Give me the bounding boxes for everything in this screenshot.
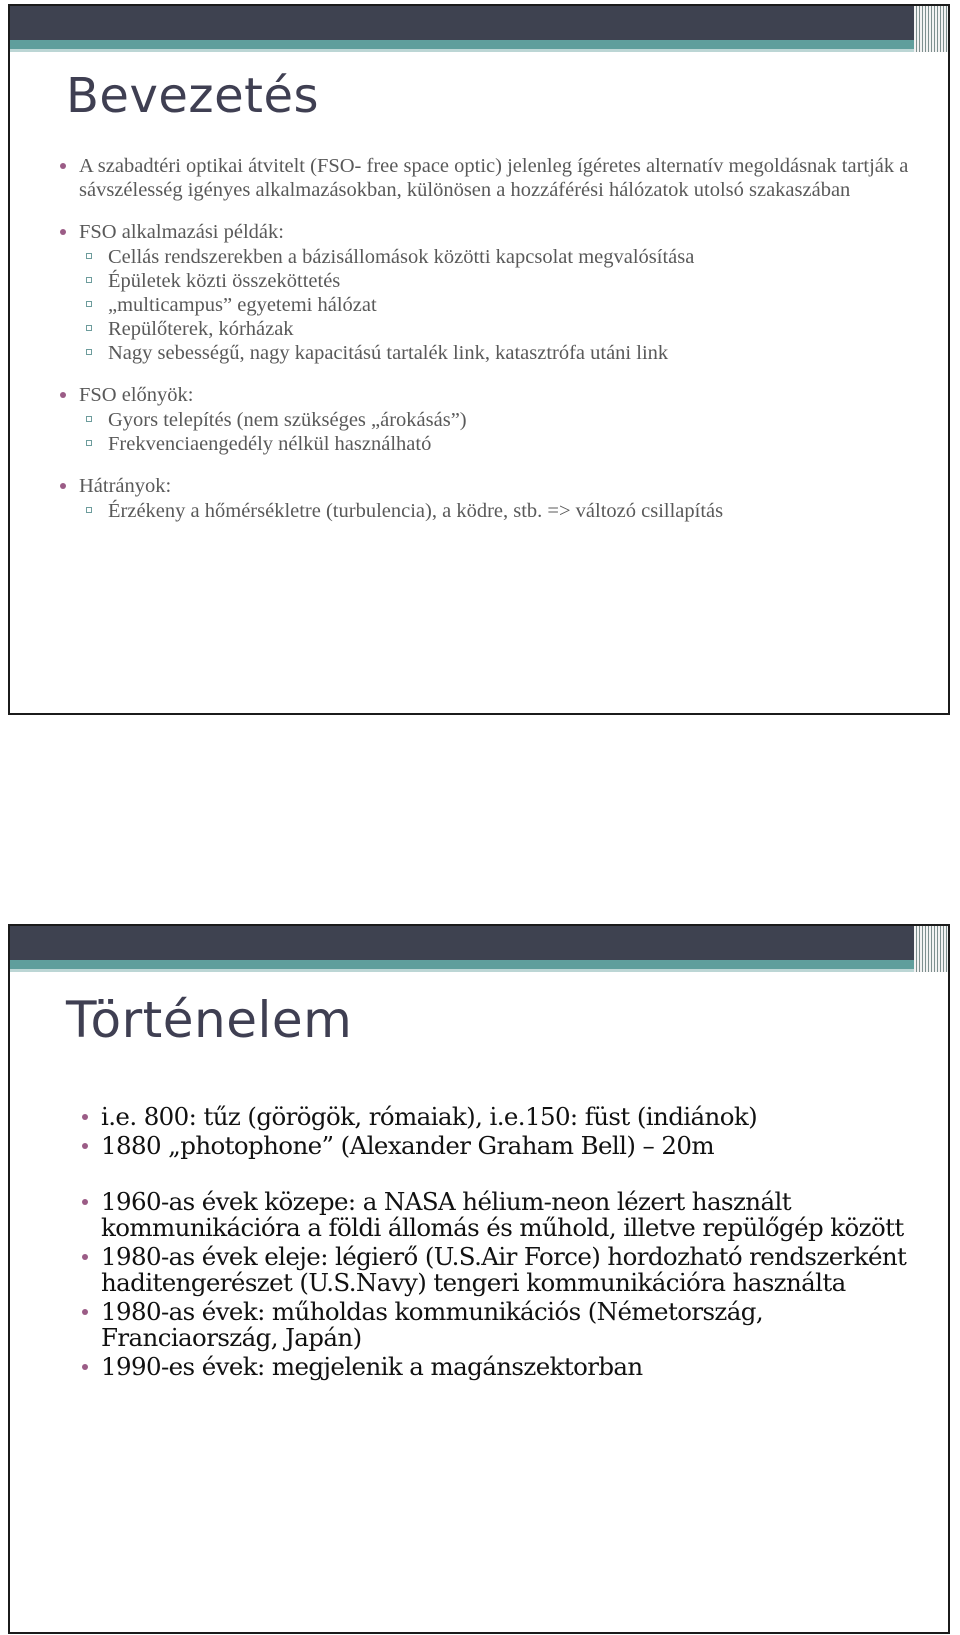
bullet-text: 1990-es évek: megjelenik a magánszektorban xyxy=(101,1352,643,1381)
bullet-text: 1960-as évek közepe: a NASA hélium-neon lézert használt kommunikációra a földi állomás és műhold, illetve repülőgép között xyxy=(101,1187,904,1242)
bullet-item xyxy=(82,1299,942,1351)
bullet-text: A szabadtéri optikai átvitelt (FSO- free space optic) jelenleg ígéretes alternatív megoldásnak tartják a sávszélesség igényes alkalmazásokban, különösen a hozzáférési hálózatok utolsó szakaszában xyxy=(79,155,909,201)
bullet-dot-icon xyxy=(82,1114,88,1120)
square-bullet-icon xyxy=(86,440,92,446)
bullet-text: 1980-as évek: műholdas kommunikációs (Németország, Franciaország, Japán) xyxy=(101,1297,764,1352)
sub-bullet-text: Érzékeny a hőmérsékletre (turbulencia), a ködre, stb. => változó csillapítás xyxy=(108,500,724,522)
sub-bullet-list xyxy=(79,408,940,456)
sub-bullet-item xyxy=(79,245,940,269)
sub-bullet-text: Frekvenciaengedély nélkül használható xyxy=(108,433,432,455)
bullet-text: Hátrányok: xyxy=(79,475,172,497)
sub-bullet-text: Gyors telepítés (nem szükséges „árokásás”) xyxy=(108,409,467,431)
bullet-item xyxy=(82,1189,942,1241)
bullet-text: i.e. 800: tűz (görögök, rómaiak), i.e.150: füst (indiánok) xyxy=(101,1102,758,1131)
square-bullet-icon xyxy=(86,277,92,283)
slide-accent-bar xyxy=(10,40,948,49)
sub-bullet-list xyxy=(79,245,940,365)
bullet-item xyxy=(60,474,940,523)
bullet-dot-icon xyxy=(60,229,66,235)
sub-bullet-item xyxy=(79,341,940,365)
corner-texture xyxy=(914,926,948,972)
square-bullet-icon xyxy=(86,253,92,259)
sub-bullet-item xyxy=(79,293,940,317)
sub-bullet-text: „multicampus” egyetemi hálózat xyxy=(108,294,377,316)
slide-bevezetes xyxy=(8,4,950,715)
square-bullet-icon xyxy=(86,416,92,422)
bullet-list xyxy=(82,1104,942,1383)
sub-bullet-text: Épületek közti összeköttetés xyxy=(108,270,341,292)
square-bullet-icon xyxy=(86,325,92,331)
bullet-item xyxy=(60,383,940,456)
bullet-dot-icon xyxy=(82,1309,88,1315)
bullet-item xyxy=(82,1104,942,1130)
bullet-item xyxy=(82,1354,942,1380)
bullet-item xyxy=(60,220,940,365)
square-bullet-icon xyxy=(86,349,92,355)
bullet-text: 1880 „photophone” (Alexander Graham Bell) – 20m xyxy=(101,1131,714,1160)
bullet-dot-icon xyxy=(60,392,66,398)
bullet-dot-icon xyxy=(82,1254,88,1260)
bullet-item xyxy=(82,1244,942,1296)
square-bullet-icon xyxy=(86,301,92,307)
bullet-text: FSO alkalmazási példák: xyxy=(79,221,284,243)
slide-title: Bevezetés xyxy=(66,68,319,124)
slide-header-bar xyxy=(10,926,948,960)
bullet-dot-icon xyxy=(60,483,66,489)
slide-accent-line xyxy=(10,49,948,52)
bullet-item xyxy=(60,154,940,202)
sub-bullet-item xyxy=(79,432,940,456)
sub-bullet-item xyxy=(79,499,940,523)
bullet-text: 1980-as évek eleje: légierő (U.S.Air Force) hordozható rendszerként haditengerészet (U.S.Navy) tengeri kommunikációra használta xyxy=(101,1242,907,1297)
slide-tortenelem xyxy=(8,924,950,1634)
slide-accent-bar xyxy=(10,960,948,969)
sub-bullet-text: Repülőterek, kórházak xyxy=(108,318,294,340)
sub-bullet-text: Cellás rendszerekben a bázisállomások közötti kapcsolat megvalósítása xyxy=(108,246,695,268)
bullet-dot-icon xyxy=(60,163,66,169)
bullet-list xyxy=(60,154,940,541)
bullet-item xyxy=(82,1133,942,1159)
bullet-dot-icon xyxy=(82,1364,88,1370)
sub-bullet-item xyxy=(79,317,940,341)
bullet-dot-icon xyxy=(82,1143,88,1149)
sub-bullet-list xyxy=(79,499,940,523)
bullet-dot-icon xyxy=(82,1199,88,1205)
sub-bullet-item xyxy=(79,408,940,432)
corner-texture xyxy=(914,6,948,52)
slide-accent-line xyxy=(10,969,948,972)
slide-header-bar xyxy=(10,6,948,40)
slide-title: Történelem xyxy=(66,991,353,1049)
sub-bullet-text: Nagy sebességű, nagy kapacitású tartalék link, katasztrófa utáni link xyxy=(108,342,669,364)
square-bullet-icon xyxy=(86,507,92,513)
bullet-text: FSO előnyök: xyxy=(79,384,194,406)
sub-bullet-item xyxy=(79,269,940,293)
